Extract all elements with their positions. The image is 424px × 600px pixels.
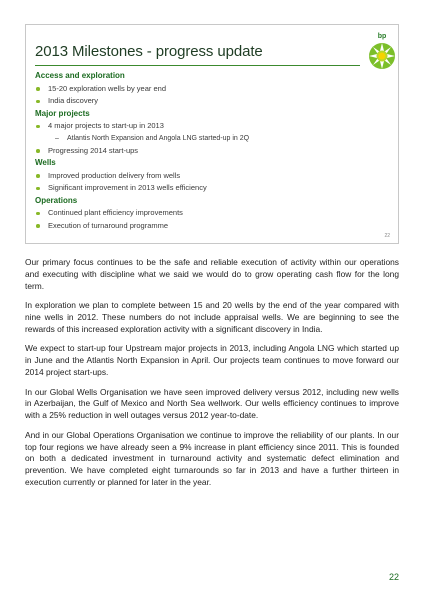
bp-logo [367, 33, 397, 71]
milestones-list [35, 70, 365, 232]
sub-list-item-text: Atlantis North Expansion and Angola LNG started-up in 2Q [67, 134, 250, 142]
list-item [35, 83, 365, 96]
bullet-icon [36, 100, 40, 104]
page-number: 22 [388, 572, 399, 582]
slide-frame [25, 24, 399, 244]
section-heading-major-projects: Major projects [35, 108, 90, 118]
list-item-text: India discovery [48, 96, 99, 105]
bullet-icon [36, 187, 40, 191]
list-item [35, 120, 365, 133]
section-heading-operations: Operations [35, 195, 78, 205]
list-item-text: Continued plant efficiency improvements [48, 208, 183, 217]
helios-icon [368, 42, 396, 70]
bullet-icon [36, 149, 40, 153]
paragraph: In our Global Wells Organisation we have seen improved delivery versus 2012, including new wells in Azerbaijan, the Gulf of Mexico and North Sea wellwork. Our wells efficiency continues to improve with a 25% reduction in well outages versus 2012 year-to-date. [25, 386, 399, 421]
paragraph: In exploration we plan to complete between 15 and 20 wells by the end of the year compared with nine wells in 2012. These numbers do not include appraisal wells. We are beginning to see the rewards of this increased exploration activity with a significant discovery in India. [25, 300, 399, 334]
bullet-icon [36, 174, 40, 178]
list-item-text: Significant improvement in 2013 wells efficiency [48, 183, 207, 192]
bullet-icon [36, 87, 40, 91]
list-item [35, 170, 365, 183]
bullet-icon [36, 224, 40, 228]
list-item-text: 15-20 exploration wells by year end [48, 83, 166, 93]
list-item-text: Improved production delivery from wells [48, 170, 181, 180]
title-divider [35, 65, 360, 66]
section-heading-access: Access and exploration [35, 71, 125, 80]
list-item [35, 95, 365, 108]
slide-number: 22 [384, 233, 390, 239]
body-text [25, 257, 399, 497]
slide-title: 2013 Milestones - progress update [35, 43, 263, 60]
paragraph: We expect to start-up four Upstream major projects in 2013, including Angola LNG which started up in June and the Atlantis North Expansion in April. Our projects team continues to move forward our 2014 project start-ups. [25, 343, 399, 377]
list-item [35, 207, 365, 220]
list-item-text: Progressing 2014 start-ups [48, 145, 139, 155]
bullet-icon [36, 125, 40, 129]
list-item [35, 182, 365, 195]
section-heading-wells: Wells [35, 158, 56, 167]
paragraph: Our primary focus continues to be the safe and reliable execution of activity within our operations and executing with discipline what we said we would do to grow operating cash flow for the long term. [25, 257, 399, 291]
list-item-text: Execution of turnaround programme [48, 220, 169, 230]
list-item [35, 220, 365, 233]
bullet-icon [36, 212, 40, 216]
paragraph: And in our Global Operations Organisation we continue to improve the reliability of our plants. In our top four regions we have already seen a 9% increase in plant efficiency since 2011. This is founded on both a dedicated investment in turnaround activity and systematic defect elimination and prevention. We have completed eight turnarounds so far in 2013 and have a further thirteen in execution currently or planned for later in the year. [25, 429, 399, 487]
list-item [35, 145, 365, 158]
dash-icon: – [55, 134, 59, 142]
list-item-text: 4 major projects to start-up in 2013 [48, 121, 164, 130]
logo-text: bp [377, 33, 387, 40]
sub-list-item [35, 133, 365, 145]
